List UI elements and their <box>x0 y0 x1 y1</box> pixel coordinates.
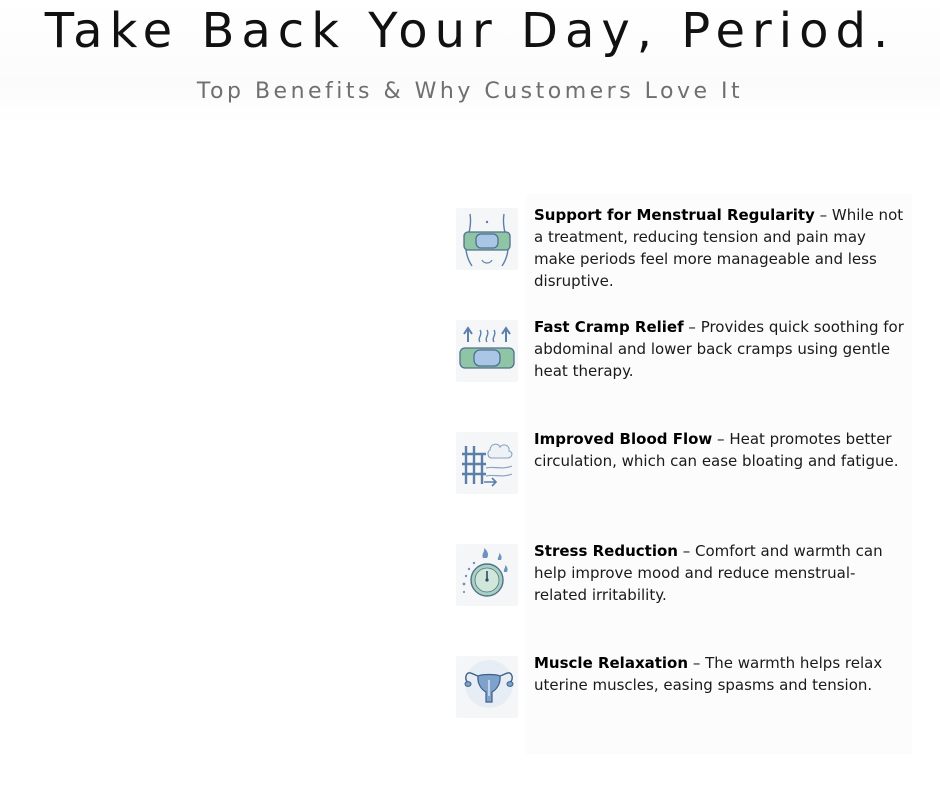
heat-belt-on-body-icon <box>456 208 518 270</box>
benefit-separator: – <box>712 430 730 448</box>
benefit-separator: – <box>814 206 832 224</box>
benefit-text <box>526 530 912 642</box>
benefit-item-cramp-relief <box>456 306 912 410</box>
benefit-separator: – <box>677 542 695 560</box>
benefit-item-muscle <box>456 642 912 746</box>
benefit-title: Muscle Relaxation <box>534 654 689 672</box>
benefit-text <box>526 642 912 754</box>
benefit-title: Stress Reduction <box>534 542 678 560</box>
page-title: Take Back Your Day, Period. <box>44 3 896 59</box>
benefit-description: While not a treatment, reducing tension and pain may make periods feel more manageable and less disruptive. <box>534 206 904 290</box>
benefit-text <box>526 194 912 306</box>
benefits-list <box>456 194 912 754</box>
uterus-icon <box>456 656 518 718</box>
blood-flow-circulation-icon <box>456 432 518 494</box>
benefit-text <box>526 418 912 530</box>
benefit-description: Comfort and warmth can help improve mood and reduce menstrual-related irritability. <box>534 542 883 604</box>
benefit-description: The warmth helps relax uterine muscles, easing spasms and tension. <box>534 654 883 694</box>
benefit-title: Improved Blood Flow <box>534 430 713 448</box>
hero-banner <box>0 0 940 122</box>
page-subtitle: Top Benefits & Why Customers Love It <box>196 79 744 104</box>
benefit-separator: – <box>683 318 701 336</box>
benefit-item-blood-flow <box>456 418 912 522</box>
benefit-item-regularity <box>456 194 912 298</box>
stress-gauge-icon <box>456 544 518 606</box>
benefit-separator: – <box>688 654 706 672</box>
benefit-description: Provides quick soothing for abdominal and lower back cramps using gentle heat therapy. <box>534 318 904 380</box>
benefit-description: Heat promotes better circulation, which can ease bloating and fatigue. <box>534 430 899 470</box>
benefit-text <box>526 306 912 418</box>
benefit-item-stress <box>456 530 912 634</box>
product-image-area <box>0 130 440 770</box>
benefit-title: Fast Cramp Relief <box>534 318 684 336</box>
benefit-title: Support for Menstrual Regularity <box>534 206 815 224</box>
heat-belt-with-steam-icon <box>456 320 518 382</box>
